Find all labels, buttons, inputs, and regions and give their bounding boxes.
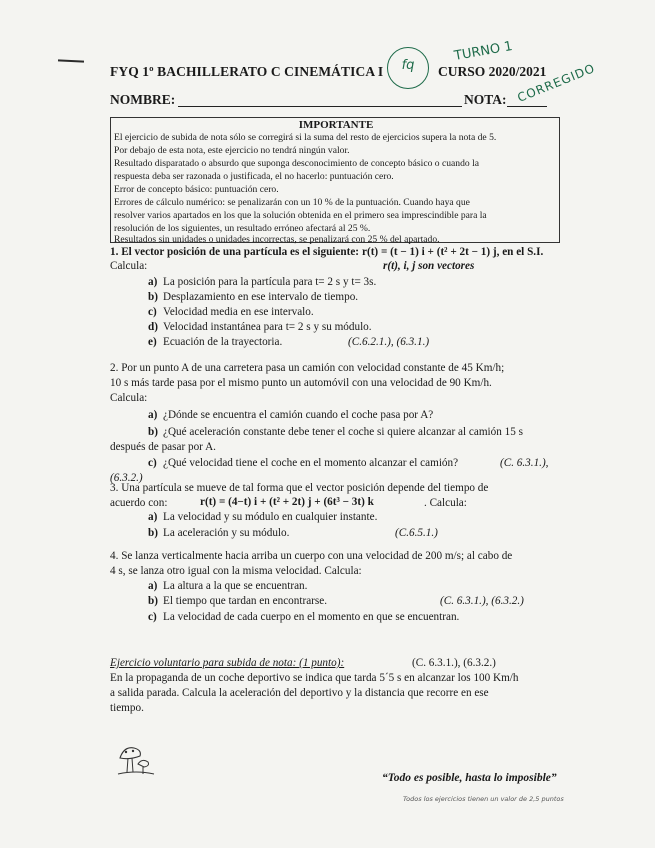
voluntary-title: Ejercicio voluntario para subida de nota: (1 punto): (110, 657, 345, 669)
ex3-a-label: a) (148, 511, 158, 523)
voluntary-line1: En la propaganda de un coche deportivo se indica que tarda 5´5 s en alcanzar los 100 Km/h (110, 672, 519, 684)
ex3-formula: r(t) = (4−t) i + (t² + 2t) j + (6t³ − 3t) k (200, 496, 374, 508)
handwritten-corregido: CORREGIDO (515, 61, 598, 105)
ex2-a: ¿Dónde se encuentra el camión cuando el coche pasa por A? (163, 409, 434, 421)
ex4-line1: 4. Se lanza verticalmente hacia arriba un cuerpo con una velocidad de 200 m/s; al cabo de (110, 550, 513, 562)
important-box (110, 117, 560, 243)
pen-mark (58, 59, 84, 62)
voluntary-ref: (C. 6.3.1.), (6.3.2.) (412, 657, 496, 669)
ex1-d-label: d) (148, 321, 158, 333)
ex4-c: La velocidad de cada cuerpo en el momento en que se encuentran. (163, 611, 460, 623)
mushroom-doodle (116, 742, 156, 782)
ex1-c: Velocidad media en ese intervalo. (163, 306, 314, 318)
ex1-intro: 1. El vector posición de una partícula es el siguiente: (110, 246, 360, 258)
ex1-ref: (C.6.2.1.), (6.3.1.) (348, 336, 430, 348)
ex1-calcula: Calcula: (110, 260, 148, 272)
handwritten-turno: TURNO 1 (453, 39, 514, 64)
exam-title: FYQ 1º BACHILLERATO C CINEMÁTICA I (110, 64, 384, 79)
important-line: Resultado disparatado o absurdo que suponga desconocimiento de concepto básico o cuando la (114, 158, 479, 169)
ex2-line2: 10 s más tarde pasa por el mismo punto un automóvil con una velocidad de 90 Km/h. (110, 377, 492, 389)
footer-quote: “Todo es posible, hasta lo imposible” (382, 772, 557, 784)
ex1-vector-note: r(t), i, j son vectores (383, 260, 475, 272)
ex2-b: ¿Qué aceleración constante debe tener el coche si quiere alcanzar al camión 15 s (163, 426, 523, 438)
stamp-text: fq (401, 58, 415, 73)
footer-note: Todos los ejercicios tienen un valor de 2,5 puntos (403, 795, 564, 803)
ex3-b: La aceleración y su módulo. (163, 527, 290, 539)
ex2-b-label: b) (148, 426, 158, 438)
ex1-c-label: c) (148, 306, 157, 318)
ex3-ref: (C.6.5.1.) (395, 527, 438, 539)
ex4-ref: (C. 6.3.1.), (6.3.2.) (440, 595, 524, 607)
ex4-line2: 4 s, se lanza otro igual con la misma velocidad. Calcula: (110, 565, 362, 577)
voluntary-line2: a salida parada. Calcula la aceleración del deportivo y la distancia que recorre en ese (110, 687, 489, 699)
ex2-c-label: c) (148, 457, 157, 469)
ex4-b: El tiempo que tardan en encontrarse. (163, 595, 328, 607)
grade-line (507, 106, 547, 107)
ex3-line2a: acuerdo con: (110, 497, 168, 509)
voluntary-line3: tiempo. (110, 702, 144, 714)
ex3-line1: 3. Una partícula se mueve de tal forma que el vector posición depende del tiempo de (110, 482, 489, 494)
ex2-b-cont: después de pasar por A. (110, 441, 216, 453)
ex1-b: Desplazamiento en ese intervalo de tiempo. (163, 291, 359, 303)
name-line (178, 106, 462, 107)
ex1-a-label: a) (148, 276, 158, 288)
course-year: CURSO 2020/2021 (438, 64, 547, 79)
ex1-b-label: b) (148, 291, 158, 303)
ex1-e: Ecuación de la trayectoria. (163, 336, 283, 348)
ex2-ref1: (C. 6.3.1.), (500, 457, 549, 469)
ex2-ref2: (6.3.2.) (110, 472, 143, 484)
grade-label: NOTA: (464, 92, 507, 107)
ex4-a: La altura a la que se encuentran. (163, 580, 308, 592)
important-line: Por debajo de esta nota, este ejercicio no tendrá ningún valor. (114, 145, 350, 156)
important-line: respuesta deba ser razonada o justificada, el no hacerlo: puntuación cero. (114, 171, 394, 182)
ex2-line1: 2. Por un punto A de una carretera pasa un camión con velocidad constante de 45 Km/h; (110, 362, 505, 374)
important-line: Resultados sin unidades o unidades incorrectas, se penalizará con 25 % del apartado. (114, 234, 440, 245)
ex1-d: Velocidad instantánea para t= 2 s y su módulo. (163, 321, 372, 333)
ex3-calcula: . Calcula: (424, 497, 467, 509)
important-line: Errores de cálculo numérico: se penalizarán con un 10 % de la puntuación. Cuando haya que (114, 197, 470, 208)
name-label: NOMBRE: (110, 92, 176, 107)
important-line: resolver varios apartados en los que la solución obtenida en el primero sea imprescindible para la (114, 210, 487, 221)
ex1-e-label: e) (148, 336, 157, 348)
ex3-a: La velocidad y su módulo en cualquier instante. (163, 511, 378, 523)
important-line: El ejercicio de subida de nota sólo se corregirá si la suma del resto de ejercicios supera la nota de 5. (114, 132, 497, 143)
ex1-formula: r(t) = (t − 1) i + (t² + 2t − 1) j, en el S.I. (362, 246, 544, 258)
ex3-b-label: b) (148, 527, 158, 539)
ex2-c: ¿Qué velocidad tiene el coche en el momento alcanzar el camión? (163, 457, 459, 469)
ex2-line3: Calcula: (110, 392, 148, 404)
important-line: Error de concepto básico: puntuación cero. (114, 184, 279, 195)
teacher-stamp (387, 47, 429, 89)
important-line: resolución de los siguientes, un resultado erróneo afectará al 25 %. (114, 223, 371, 234)
ex1-a: La posición para la partícula para t= 2 s y t= 3s. (163, 276, 377, 288)
ex4-a-label: a) (148, 580, 158, 592)
ex4-c-label: c) (148, 611, 157, 623)
ex4-b-label: b) (148, 595, 158, 607)
ex2-a-label: a) (148, 409, 158, 421)
important-title: IMPORTANTE (298, 119, 374, 131)
